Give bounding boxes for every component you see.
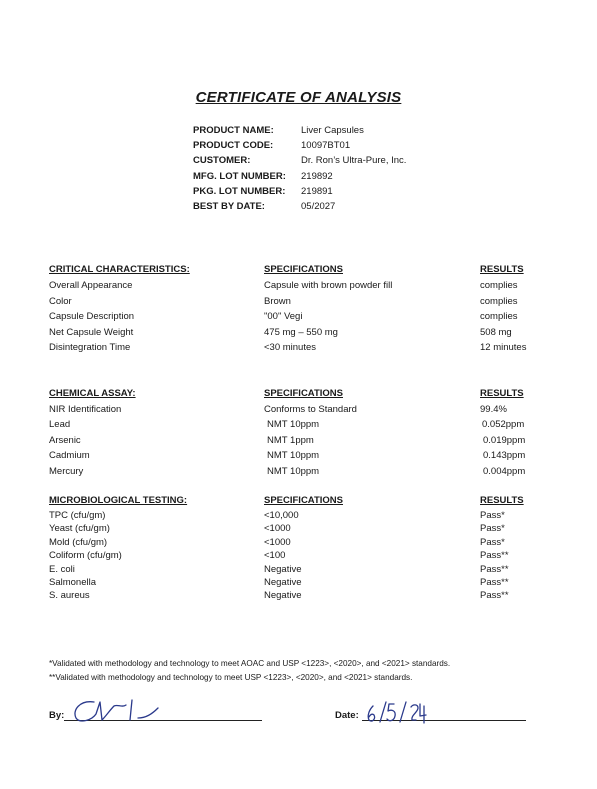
- test-result: 0.004ppm: [483, 465, 526, 477]
- test-result: Pass**: [480, 576, 509, 588]
- test-name: Color: [49, 295, 72, 307]
- test-result: complies: [480, 280, 518, 291]
- test-spec: Negative: [264, 563, 302, 575]
- test-result: Pass*: [480, 536, 505, 548]
- test-spec: Capsule with brown powder fill: [264, 280, 393, 291]
- test-name: S. aureus: [49, 590, 90, 602]
- footnote: **Validated with methodology and technology to meet USP <1223>, <2020>, and <2021> standards.: [49, 672, 413, 682]
- test-result: Pass**: [480, 550, 509, 562]
- table-row: [49, 325, 589, 341]
- assay-header: CHEMICAL ASSAY:: [49, 388, 136, 399]
- critical-header: CRITICAL CHARACTERISTICS:: [49, 264, 190, 275]
- test-name: Salmonella: [49, 576, 96, 588]
- test-result: Pass*: [480, 510, 505, 521]
- date-label: Date:: [335, 710, 359, 721]
- test-result: complies: [480, 311, 518, 322]
- document-title: CERTIFICATE OF ANALYSIS: [195, 89, 402, 106]
- table-row: [49, 340, 589, 356]
- test-result: Pass*: [480, 523, 505, 535]
- info-label: CUSTOMER:: [193, 155, 251, 167]
- table-row: [49, 448, 589, 463]
- test-name: Mold (cfu/gm): [49, 536, 108, 548]
- test-spec: 475 mg – 550 mg: [264, 326, 338, 338]
- test-result: 12 minutes: [480, 342, 527, 353]
- test-name: Disintegration Time: [49, 342, 131, 353]
- section-header-row: [49, 495, 589, 509]
- section-header-row: [49, 264, 589, 278]
- info-label: PRODUCT NAME:: [193, 125, 274, 136]
- product-name-row: [193, 123, 406, 138]
- table-row: [49, 464, 589, 479]
- test-spec: <100: [264, 550, 286, 562]
- table-row: [49, 294, 589, 310]
- test-name: Lead: [49, 419, 71, 431]
- info-value: 10097BT01: [301, 140, 351, 152]
- table-row: [49, 563, 589, 576]
- micro-header: MICROBIOLOGICAL TESTING:: [49, 495, 188, 506]
- specifications-header: SPECIFICATIONS: [264, 264, 343, 275]
- specifications-header: SPECIFICATIONS: [264, 388, 343, 399]
- test-spec: NMT 10ppm: [267, 450, 320, 462]
- info-label: BEST BY DATE:: [193, 200, 265, 212]
- test-name: Arsenic: [49, 434, 81, 446]
- test-name: TPC (cfu/gm): [49, 510, 106, 521]
- info-label: PKG. LOT NUMBER:: [193, 185, 286, 197]
- table-row: [49, 536, 589, 549]
- table-row: [49, 509, 589, 522]
- test-result: 0.143ppm: [483, 450, 526, 462]
- info-value: Liver Capsules: [301, 125, 364, 136]
- results-header: RESULTS: [480, 388, 524, 399]
- test-result: Pass**: [480, 590, 509, 602]
- table-row: [49, 549, 589, 562]
- best-by-row: [193, 199, 406, 214]
- table-row: [49, 309, 589, 325]
- pkg-lot-row: [193, 184, 406, 199]
- test-spec: NMT 1ppm: [267, 434, 314, 446]
- mfg-lot-row: [193, 169, 406, 184]
- chemical-assay-section: [49, 388, 589, 479]
- info-value: 05/2027: [301, 200, 336, 212]
- table-row: [49, 522, 589, 535]
- table-row: [49, 417, 589, 432]
- test-name: Overall Appearance: [49, 280, 133, 291]
- test-spec: NMT 10ppm: [267, 465, 320, 477]
- info-value: Dr. Ron’s Ultra-Pure, Inc.: [301, 155, 407, 167]
- test-name: NIR Identification: [49, 404, 122, 415]
- test-result: 99.4%: [480, 404, 507, 415]
- test-spec: Brown: [264, 295, 291, 307]
- test-name: E. coli: [49, 563, 75, 575]
- results-header: RESULTS: [480, 495, 524, 506]
- test-spec: Negative: [264, 576, 302, 588]
- test-result: 0.019ppm: [483, 434, 526, 446]
- test-name: Cadmium: [49, 450, 90, 462]
- test-name: Capsule Description: [49, 311, 135, 322]
- footnotes: [49, 657, 450, 684]
- test-result: 0.052ppm: [482, 419, 525, 431]
- table-row: [49, 576, 589, 589]
- info-value: 219891: [301, 185, 333, 197]
- test-result: Pass**: [480, 563, 509, 575]
- test-spec: <30 minutes: [264, 342, 317, 353]
- by-label: By:: [49, 710, 65, 721]
- product-info-block: [193, 123, 406, 214]
- test-name: Mercury: [49, 465, 84, 477]
- test-spec: "00" Vegi: [264, 311, 303, 322]
- table-row: [49, 278, 589, 294]
- results-header: RESULTS: [480, 264, 524, 275]
- test-spec: <1000: [264, 536, 291, 548]
- test-name: Yeast (cfu/gm): [49, 523, 110, 535]
- test-name: Coliform (cfu/gm): [49, 550, 122, 562]
- customer-row: [193, 153, 406, 168]
- table-row: [49, 402, 589, 417]
- signature-area: [0, 700, 597, 740]
- product-code-row: [193, 138, 406, 153]
- handwritten-signature: [66, 696, 176, 726]
- footnote: *Validated with methodology and technology to meet AOAC and USP <1223>, <2020>, and <2021> standards.: [49, 659, 451, 668]
- specifications-header: SPECIFICATIONS: [264, 495, 343, 506]
- test-spec: Negative: [264, 590, 302, 602]
- test-spec: NMT 10ppm: [267, 419, 320, 431]
- info-value: 219892: [301, 170, 333, 182]
- test-spec: Conforms to Standard: [264, 404, 357, 415]
- test-name: Net Capsule Weight: [49, 326, 134, 338]
- info-label: PRODUCT CODE:: [193, 140, 274, 152]
- test-spec: <10,000: [264, 510, 299, 521]
- info-label: MFG. LOT NUMBER:: [193, 170, 286, 182]
- handwritten-date: [364, 698, 434, 726]
- microbiological-testing-section: [49, 495, 589, 603]
- test-result: complies: [480, 295, 518, 307]
- test-result: 508 mg: [480, 326, 512, 338]
- critical-characteristics-section: [49, 264, 589, 356]
- section-header-row: [49, 388, 589, 402]
- test-spec: <1000: [264, 523, 291, 535]
- table-row: [49, 589, 589, 602]
- table-row: [49, 433, 589, 448]
